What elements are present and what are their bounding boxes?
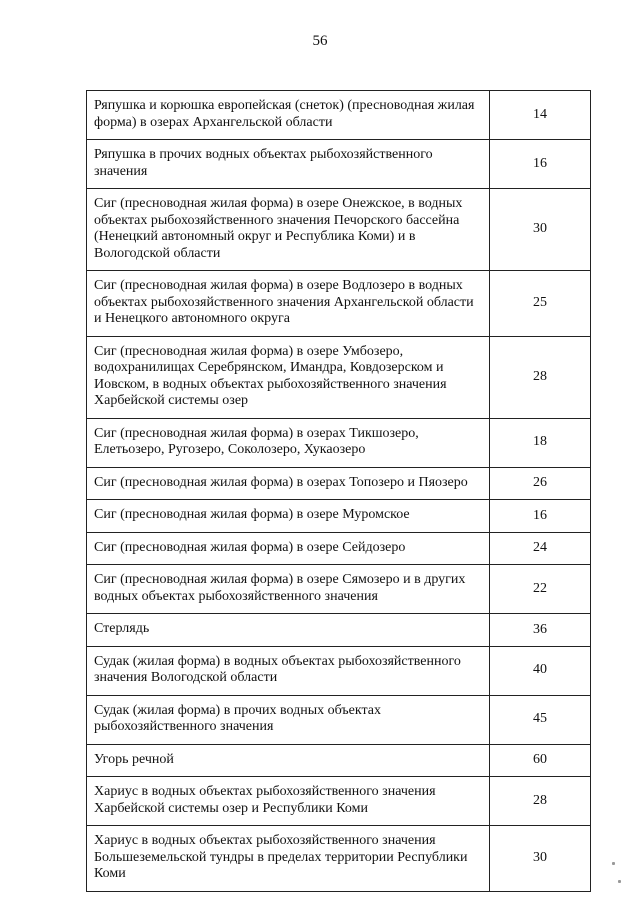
table-row	[87, 646, 591, 695]
table-row	[87, 467, 591, 500]
table-row	[87, 189, 591, 271]
species-name-cell: Сиг (пресноводная жилая форма) в озерах Тикшозеро, Елетьозеро, Ругозеро, Соколозеро, Хукаозеро	[87, 418, 490, 467]
species-name-cell: Хариус в водных объектах рыбохозяйственного значения Харбейской системы озер и Республики Коми	[87, 777, 490, 826]
table-row	[87, 418, 591, 467]
scan-speck	[612, 862, 615, 865]
species-name-cell: Сиг (пресноводная жилая форма) в озере Муромское	[87, 500, 490, 533]
species-name-cell: Сиг (пресноводная жилая форма) в озере Умбозеро, водохранилищах Серебрянском, Имандра, Ковдозерском и Иовском, в водных объектах рыбохозяйственного значения Харбейской системы озер	[87, 336, 490, 418]
table-row	[87, 91, 591, 140]
table-row	[87, 565, 591, 614]
value-cell: 16	[490, 500, 591, 533]
value-cell: 25	[490, 271, 591, 337]
page-number: 56	[312, 33, 328, 49]
table-row	[87, 614, 591, 647]
species-name-cell: Стерлядь	[87, 614, 490, 647]
species-name-cell: Судак (жилая форма) в прочих водных объектах рыбохозяйственного значения	[87, 695, 490, 744]
value-cell: 18	[490, 418, 591, 467]
value-cell: 45	[490, 695, 591, 744]
value-cell: 14	[490, 91, 591, 140]
value-cell: 30	[490, 189, 591, 271]
table-row	[87, 744, 591, 777]
species-name-cell: Ряпушка и корюшка европейская (снеток) (пресноводная жилая форма) в озерах Архангельской области	[87, 91, 490, 140]
species-name-cell: Хариус в водных объектах рыбохозяйственного значения Большеземельской тундры в пределах территории Республики Коми	[87, 826, 490, 892]
species-name-cell: Сиг (пресноводная жилая форма) в озере Сейдозеро	[87, 532, 490, 565]
value-cell: 16	[490, 140, 591, 189]
table-row	[87, 140, 591, 189]
species-name-cell: Ряпушка в прочих водных объектах рыбохозяйственного значения	[87, 140, 490, 189]
value-cell: 28	[490, 336, 591, 418]
species-name-cell: Сиг (пресноводная жилая форма) в озере Сямозеро и в других водных объектах рыбохозяйственного значения	[87, 565, 490, 614]
table-row	[87, 271, 591, 337]
species-name-cell: Судак (жилая форма) в водных объектах рыбохозяйственного значения Вологодской области	[87, 646, 490, 695]
value-cell: 24	[490, 532, 591, 565]
table-body	[87, 91, 591, 892]
scan-speck	[618, 880, 621, 883]
species-name-cell: Угорь речной	[87, 744, 490, 777]
value-cell: 36	[490, 614, 591, 647]
table-row	[87, 826, 591, 892]
value-cell: 28	[490, 777, 591, 826]
value-cell: 30	[490, 826, 591, 892]
species-name-cell: Сиг (пресноводная жилая форма) в озере Водлозеро в водных объектах рыбохозяйственного значения Архангельской области и Ненецкого автономного округа	[87, 271, 490, 337]
table-row	[87, 777, 591, 826]
table-row	[87, 336, 591, 418]
table-row	[87, 695, 591, 744]
table-row	[87, 500, 591, 533]
table-row	[87, 532, 591, 565]
species-table	[86, 90, 591, 892]
value-cell: 60	[490, 744, 591, 777]
species-name-cell: Сиг (пресноводная жилая форма) в озерах Топозеро и Пяозеро	[87, 467, 490, 500]
value-cell: 26	[490, 467, 591, 500]
species-name-cell: Сиг (пресноводная жилая форма) в озере Онежское, в водных объектах рыбохозяйственного значения Печорского бассейна (Ненецкий автономный округ и Республика Коми) и в Вологодской области	[87, 189, 490, 271]
value-cell: 40	[490, 646, 591, 695]
value-cell: 22	[490, 565, 591, 614]
